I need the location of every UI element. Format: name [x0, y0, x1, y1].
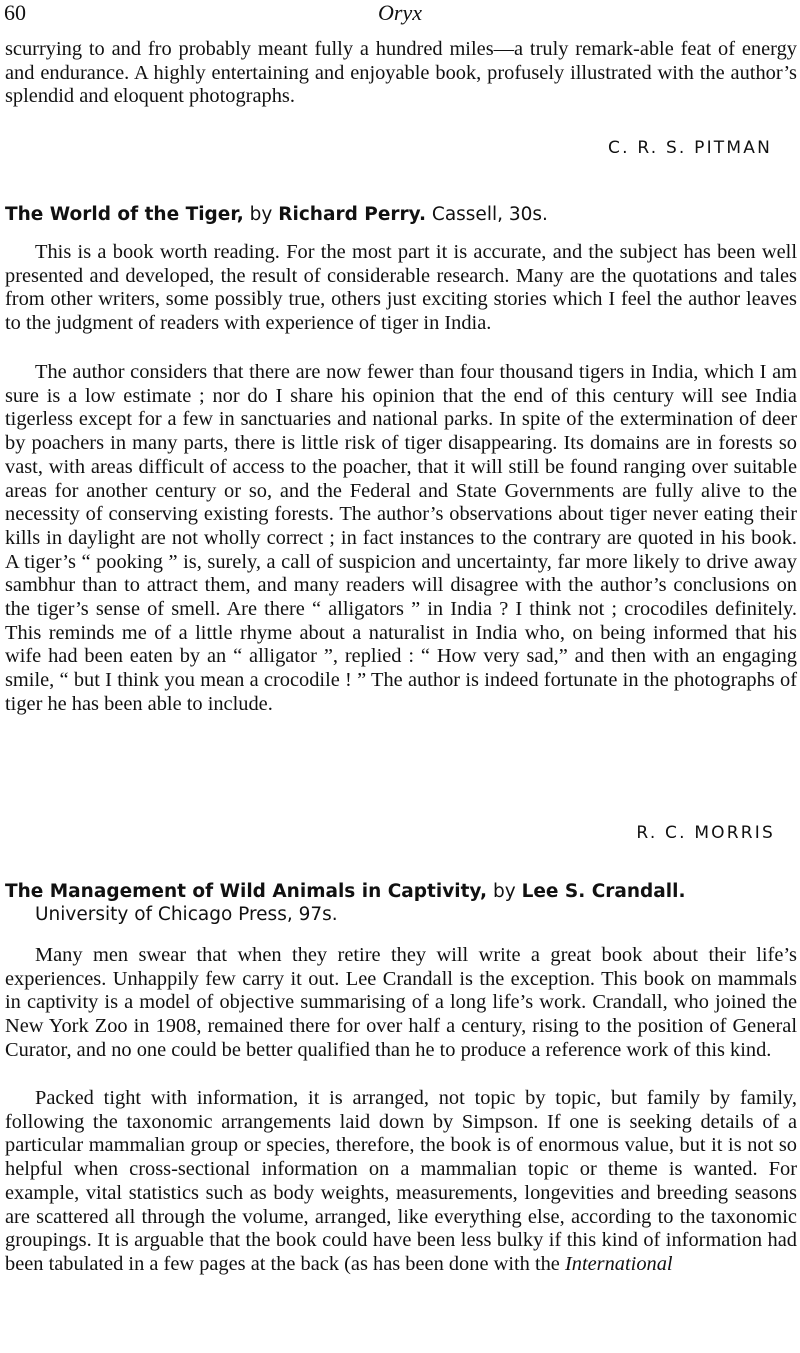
review1-paragraph-2: The author considers that there are now fewer than four thousand tigers in India, which I am sure is a low estimate ; nor do I share his opinion that the end of this century will see India tigerless except for a few in sanctuaries and national parks. In spite of the extermination of deer by poachers in many parts, there is little risk of tiger disappearing. Its domains are in forests so vast, with areas difficult of access to the poacher, that it will still be found ranging over suitable areas for another century or so, and the Federal and State Governments are fully alive to the necessity of conserving existing forests. The author’s observations about tiger never eating their kills in daylight are not wholly correct ; in fact instances to the contrary are quoted in his book. A tiger’s “ pooking ” is, surely, a call of suspicion and uncertainty, far more likely to drive away sambhur than to attract them, and many readers will disagree with the author’s conclusions on the tiger’s sense of smell. Are there “ alligators ” in India ? I think not ; crocodiles definitely. This reminds me of a little rhyme about a naturalist in India who, on being informed that his wife had been eaten by an “ alligator ”, replied : “ How very sad,” and then with an engaging smile, “ but I think you mean a crocodile ! ” The author is indeed fortunate in the photographs of tiger he has been able to include.: [5, 361, 797, 715]
by-word: by: [249, 204, 273, 225]
book-publisher: University of Chicago Press, 97s.: [35, 904, 338, 925]
review2-paragraph-2: [5, 1087, 797, 1277]
review2-paragraph-2-text: Packed tight with information, it is arranged, not topic by topic, but family by family, following the taxonomic arrangements laid down by Simpson. If one is seeking details of a particular mammalian group or species, therefore, the book is of enormous value, but it is not so helpful when cross-sectional information on a mammalian topic or theme is wanted. For example, vital statistics such as body weights, measurements, longevities and breeding seasons are scattered all through the volume, arranged, like everything else, according to the taxonomic groupings. It is arguable that the book could have been less bulky if this kind of information had been tabulated in a few pages at the back (as has been done with the: [5, 1087, 797, 1275]
review1-paragraph-1: This is a book worth reading. For the most part it is accurate, and the subject has been well presented and developed, the result of considerable research. Many are the quotations and tales from other writers, some possibly true, others just exciting stories which I feel the author leaves to the judgment of readers with experience of tiger in India.: [5, 241, 797, 335]
book-title: The World of the Tiger,: [5, 204, 244, 225]
page-number: 60: [4, 0, 26, 25]
prev-reviewer-signature: C. R. S. PITMAN: [608, 138, 772, 158]
prev-review-text: scurrying to and fro probably meant fully a hundred miles—a truly remark-able feat of energy and endurance. A highly entertaining and enjoyable book, profusely illustrated with the author’s splendid and eloquent photographs.: [5, 38, 797, 108]
review-heading-captivity: [5, 880, 800, 903]
review-heading-tiger: [5, 203, 800, 226]
book-author: Lee S. Crandall.: [521, 881, 686, 902]
book-publisher: Cassell, 30s.: [431, 204, 548, 225]
running-head: [4, 0, 796, 28]
book-author: Richard Perry.: [278, 204, 427, 225]
book-title: The Management of Wild Animals in Captivity,: [5, 881, 488, 902]
review1-reviewer-signature: R. C. MORRIS: [636, 823, 775, 843]
review2-paragraph-1: Many men swear that when they retire they will write a great book about their life’s experiences. Unhappily few carry it out. Lee Crandall is the exception. This book on mammals in captivity is a model of objective summarising of a long life’s work. Crandall, who joined the New York Zoo in 1908, remained there for over half a century, rising to the position of General Curator, and no one could be better qualified than he to produce a reference work of this kind.: [5, 944, 797, 1061]
italic-word: International: [564, 1252, 673, 1275]
journal-title: Oryx: [378, 0, 422, 25]
by-word: by: [492, 881, 516, 902]
